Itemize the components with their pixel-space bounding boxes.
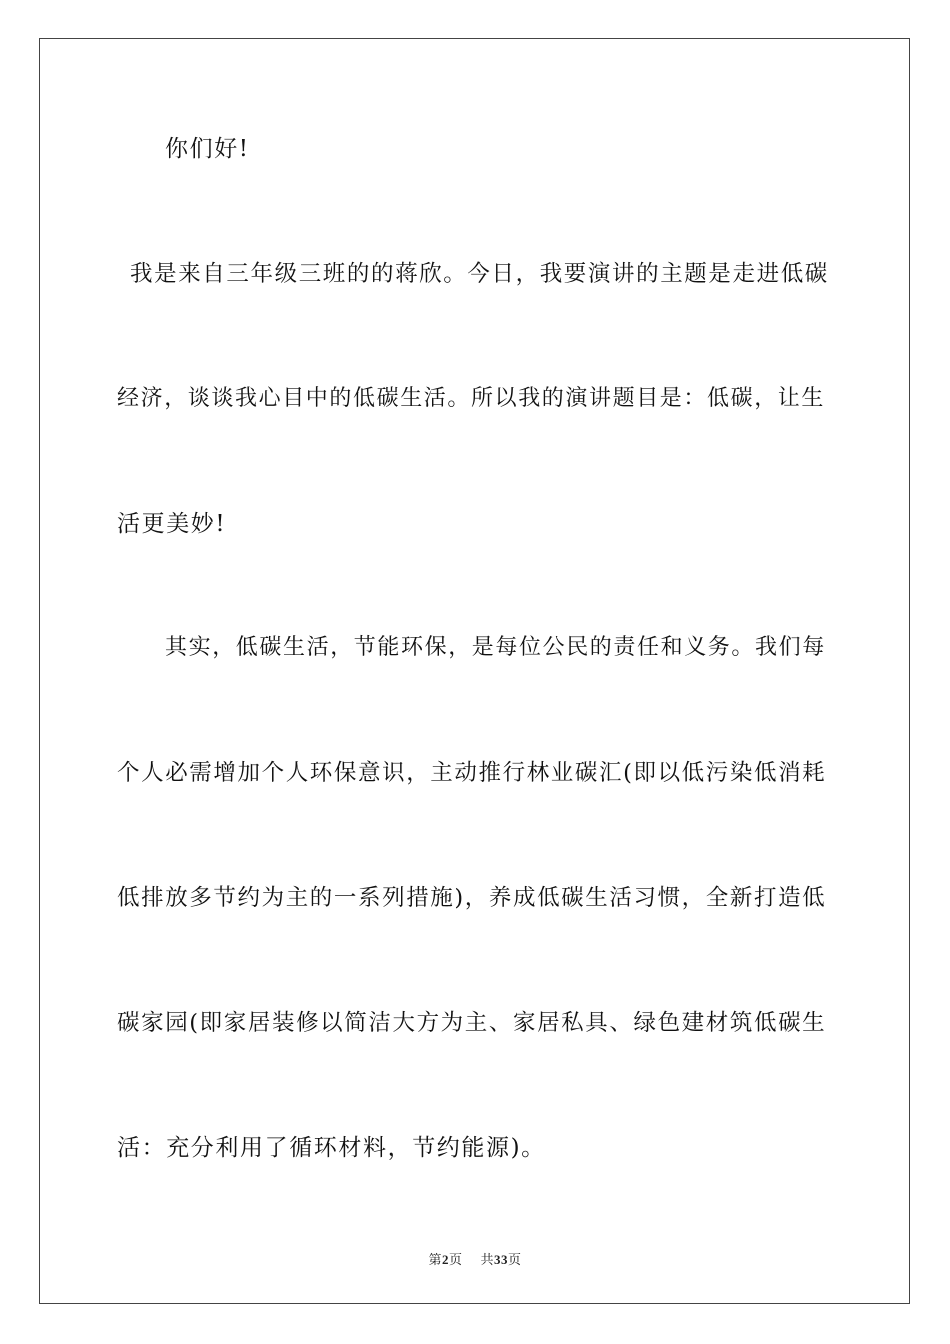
total-label-suffix: 页 — [508, 1253, 522, 1268]
page-footer — [0, 1249, 950, 1268]
total-pages: 33 — [494, 1252, 509, 1267]
paragraph-1-line-1: 我是来自三年级三班的的蒋欣。今日，我要演讲的主题是走进低碳 — [130, 261, 829, 287]
page-label-prefix: 第 — [428, 1253, 442, 1268]
paragraph-1-line-2: 经济，谈谈我心目中的低碳生活。所以我的演讲题目是：低碳，让生 — [117, 386, 826, 411]
greeting-line: 你们好! — [165, 136, 250, 162]
page-border — [39, 38, 910, 1304]
paragraph-2-line-4: 碳家园(即家居装修以简洁大方为主、家居私具、绿色建材筑低碳生 — [117, 1010, 827, 1036]
paragraph-2-line-5: 活：充分利用了循环材料，节约能源)。 — [117, 1135, 546, 1161]
page-label-suffix: 页 — [448, 1253, 463, 1268]
paragraph-2-line-3: 低排放多节约为主的一系列措施)，养成低碳生活习惯，全新打造低 — [117, 885, 827, 911]
paragraph-2-line-1: 其实，低碳生活，节能环保，是每位公民的责任和义务。我们每 — [165, 635, 826, 660]
total-label-prefix: 共 — [480, 1253, 495, 1268]
paragraph-2-line-2: 个人必需增加个人环保意识，主动推行林业碳汇(即以低污染低消耗 — [117, 760, 827, 786]
paragraph-1-line-3: 活更美妙! — [117, 511, 227, 537]
page-number: 2 — [441, 1252, 449, 1267]
